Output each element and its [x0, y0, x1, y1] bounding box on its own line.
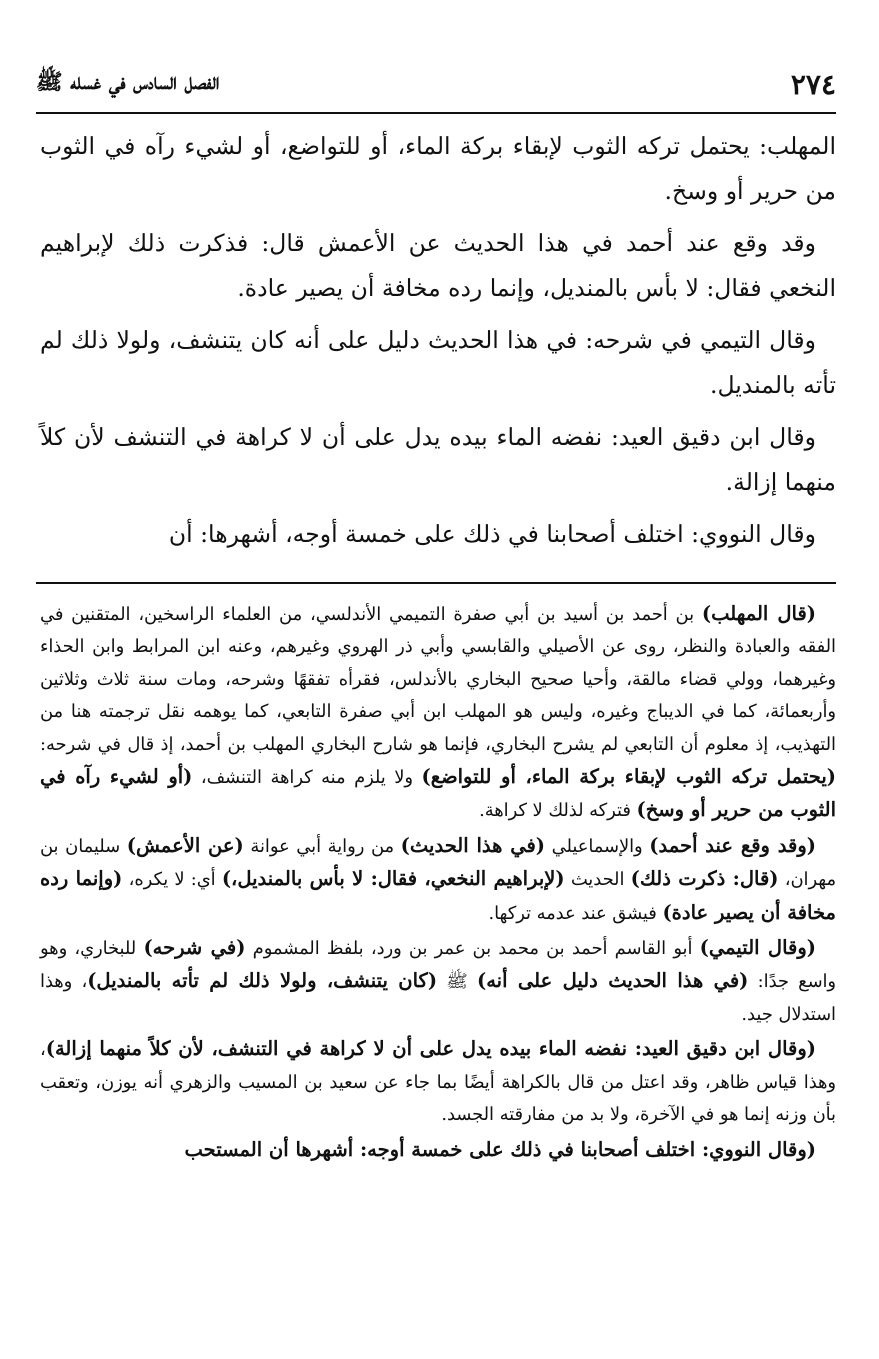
- commentary-paragraph: (وقال النووي: اختلف أصحابنا في ذلك على خمسة أوجه: أشهرها أن المستحب: [184, 1137, 816, 1161]
- main-paragraph: وقال النووي: اختلف أصحابنا في ذلك على خمسة أوجه، أشهرها: أن: [168, 520, 816, 548]
- commentary-paragraph: (وقال ابن دقيق العيد: نفضه الماء بيده يدل على أن لا كراهة في التنشف، لأن كلاً منهما إزالة)، وهذا قياس ظاهر، وقد اعتل من قال بالكراهة أيضًا بما جاء عن سعيد بن المسيب والزهري أنه يوزن، وتعقب بأن وزنه إنما هو في الآخرة، ولا بد من مفارقته الجسد.: [40, 1037, 836, 1126]
- commentary: [40, 598, 836, 1169]
- commentary-paragraph: (قال المهلب) بن أحمد بن أسيد بن أبي صفرة التميمي الأندلسي، من العلماء الراسخين، المتقنين في الفقه والعبادة والنظر، روى عن الأصيلي والقابسي وأبي ذر الهروي وغيرهم، وعنه ابن المرابط وابن الحذاء وغيرهما، وولي قضاء مالقة، وأحيا صحيح البخاري بالأندلس، فقرأه تفقهًا وشرحه، ومات سنة ثلاث وثلاثين وأربعمائة، كما في الديباج وغيره، وليس هو المهلب ابن أبي صفرة التابعي، كما يوهمه نقل ترجمته هنا من التهذيب، إذ معلوم أن التابعي لم يشرح البخاري، فإنما هو شارح البخاري المهلب بن أحمد، إذ قال في شرحه: (يحتمل تركه الثوب لإبقاء بركة الماء، أو للتواضع) ولا يلزم منه كراهة التنشف، (أو لشيء رآه في الثوب من حرير أو وسخ) فتركه لذلك لا كراهة.: [40, 602, 836, 822]
- main-paragraph: وقال التيمي في شرحه: في هذا الحديث دليل على أنه كان يتنشف، ولولا ذلك لم تأته بالمنديل.: [40, 326, 836, 399]
- commentary-paragraph: (وقال التيمي) أبو القاسم أحمد بن محمد بن عمر بن ورد، بلفظ المشموم (في شرحه) للبخاري، وهو واسع جدًا: (في هذا الحديث دليل على أنه) ﷺ (كان يتنشف، ولولا ذلك لم تأته بالمنديل)، وهذا استدلال جيد.: [40, 936, 837, 1025]
- main-paragraph: وقال ابن دقيق العيد: نفضه الماء بيده يدل على أن لا كراهة في التنشف لأن كلاً منهما إزالة.: [40, 423, 836, 496]
- page-number: ٢٧٤: [790, 67, 836, 101]
- header-rule: [36, 112, 836, 114]
- running-header: [36, 62, 836, 106]
- footnote-separator: [36, 582, 836, 584]
- main-text: [40, 124, 836, 565]
- chapter-title: الفصل السادس في غسله ﷺ: [36, 69, 220, 95]
- main-paragraph: المهلب: يحتمل تركه الثوب لإبقاء بركة الماء، أو للتواضع، أو لشيء رآه في الثوب من حرير أو وسخ.: [40, 132, 836, 205]
- main-paragraph: وقد وقع عند أحمد في هذا الحديث عن الأعمش قال: فذكرت ذلك لإبراهيم النخعي فقال: لا بأس بالمنديل، وإنما رده مخافة أن يصير عادة.: [40, 229, 836, 302]
- commentary-paragraph: (وقد وقع عند أحمد) والإسماعيلي (في هذا الحديث) من رواية أبي عوانة (عن الأعمش) سليمان بن مهران، (قال: ذكرت ذلك) الحديث (لإبراهيم النخعي، فقال: لا بأس بالمنديل،) أي: لا يكره، (وإنما رده مخافة أن يصير عادة) فيشق عند عدمه تركها.: [40, 833, 837, 924]
